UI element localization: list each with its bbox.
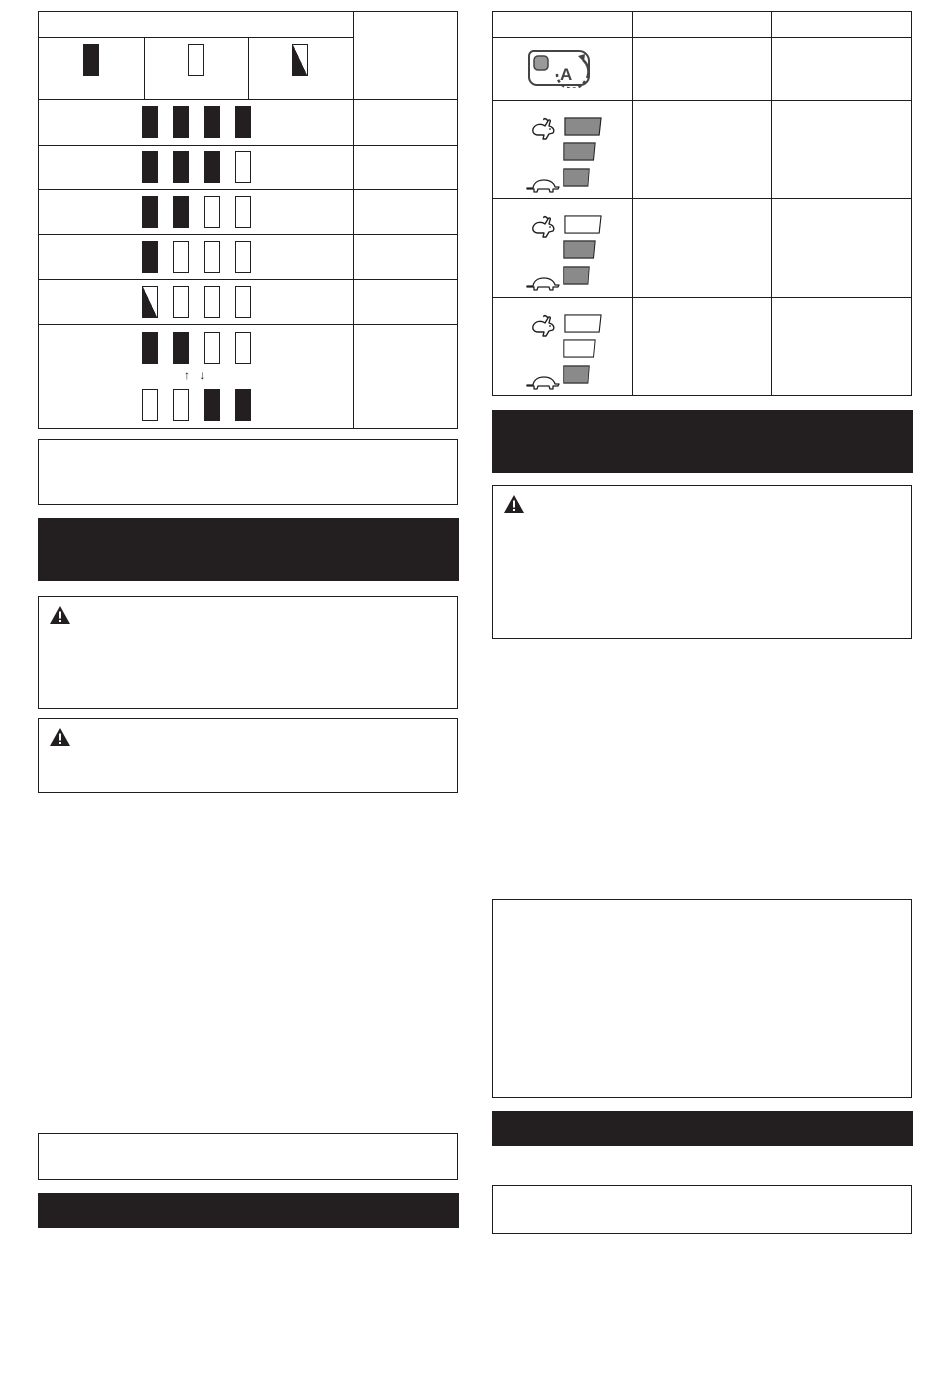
turtle-icon [525,275,561,293]
battery-segment-off [235,196,251,228]
battery-segment-off [235,241,251,273]
indicator-off-icon [188,44,204,76]
speed-level-bar-off [564,314,602,333]
caution-triangle-icon [503,494,525,514]
caution-triangle-icon [49,727,71,747]
speed-level-bar-off [564,215,602,234]
battery-segment-off [235,286,251,318]
warning-box [38,596,458,709]
battery-segment-on [204,389,220,421]
rabbit-icon [529,313,559,339]
note-box [492,1185,912,1234]
battery-segment-on [173,106,189,138]
battery-segment-on [173,196,189,228]
battery-segment-off [173,389,189,421]
section-heading-bar [38,518,459,581]
battery-segment-on [173,332,189,364]
speed-level-bar-on [563,365,590,384]
battery-indicator-table [38,11,458,429]
alternating-arrows: ↑ ↓ [184,368,209,382]
battery-segment-on [142,332,158,364]
note-box [38,439,458,505]
mode-table [492,11,912,396]
rabbit-icon [529,214,559,240]
battery-segment-on [204,151,220,183]
section-heading-bar [492,410,913,473]
speed-level-bar-off [563,339,596,358]
auto-mode-button-icon [527,48,599,88]
warning-box [38,718,458,793]
section-heading-bar [492,1111,913,1146]
battery-segment-on [204,106,220,138]
battery-segment-off [173,286,189,318]
battery-segment-on [142,151,158,183]
indicator-blinking-icon [292,44,308,76]
battery-segment-on [235,389,251,421]
battery-segment-off [204,332,220,364]
battery-segment-off [204,196,220,228]
rabbit-icon [529,116,559,142]
note-box [492,899,912,1098]
battery-segment-on [142,196,158,228]
battery-segment-on [142,106,158,138]
battery-segment-on [173,151,189,183]
indicator-lit-icon [83,44,99,76]
battery-segment-half [142,286,158,318]
battery-segment-off [204,241,220,273]
section-heading-bar [38,1193,459,1228]
note-box [38,1133,458,1180]
speed-level-bar-on [563,168,590,187]
battery-segment-off [235,332,251,364]
battery-segment-off [173,241,189,273]
turtle-icon [525,374,561,392]
caution-triangle-icon [49,605,71,625]
battery-segment-on [235,106,251,138]
battery-segment-off [204,286,220,318]
speed-level-bar-on [563,240,596,259]
warning-box [492,485,912,639]
battery-segment-off [235,151,251,183]
battery-segment-off [142,389,158,421]
speed-level-bar-on [563,142,596,161]
battery-segment-on [142,241,158,273]
speed-level-bar-on [563,266,590,285]
turtle-icon [525,177,561,195]
svg-text:A: A [560,65,573,84]
speed-level-bar-on [564,117,602,136]
